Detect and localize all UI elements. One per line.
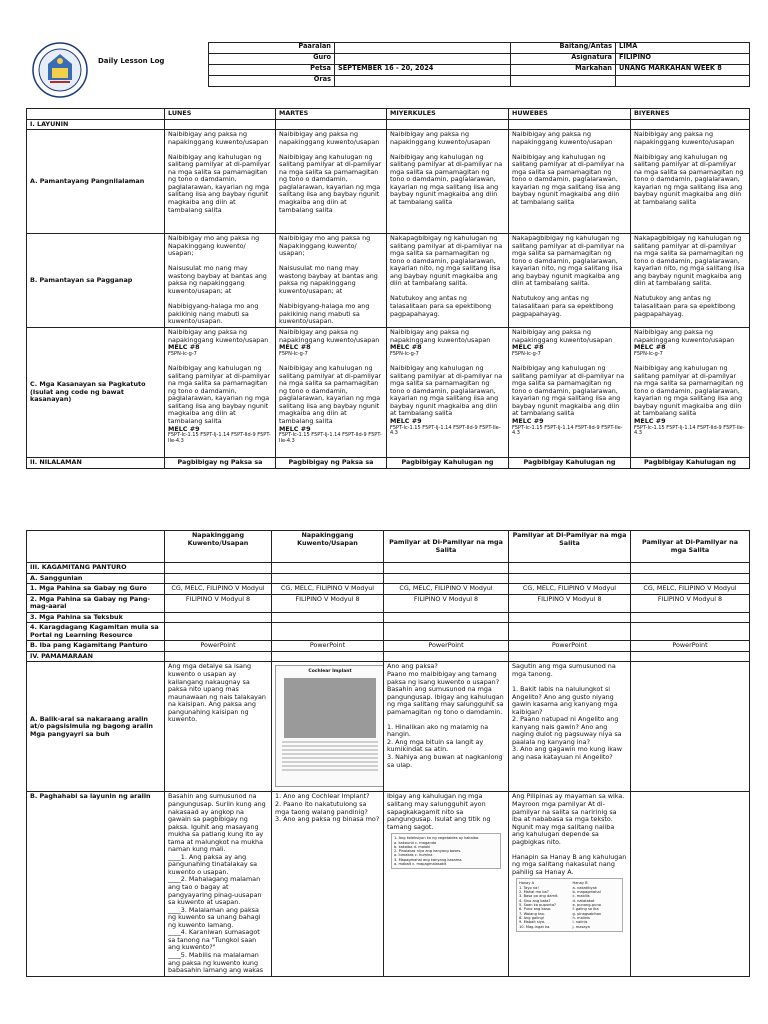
paghahabi-row <box>27 792 750 976</box>
day-huwebes: HUWEBES <box>509 109 631 120</box>
cell-huwebes: FILIPINO V Modyul 8 <box>509 594 631 612</box>
cell-lunes: CG, MELC, FILIPINO V Modyul <box>165 584 272 595</box>
sanggunian-row <box>27 573 750 584</box>
info-table <box>208 42 750 87</box>
baitang-value: LIMA <box>616 43 750 54</box>
reading-passage-image: Cochlear Implant <box>275 665 384 787</box>
petsa-value: SEPTEMBER 16 - 20, 2024 <box>335 65 511 76</box>
markahan-label: Markahan <box>511 65 616 76</box>
cell-miyerkules: CG, MELC, FILIPINO V Modyul <box>384 584 509 595</box>
markahan-value: UNANG MARKAHAN WEEK 8 <box>616 65 750 76</box>
cell-huwebes: Sagutin ang mga sumusunod na mga tanong. 1. Bakit labis na nalulungkot si Angelito? Ano ang gusto niyang gawin kasama ang kanyang mga kaibigan? 2. Paano natupad ni Angelito ang kanyang nais gawin? Ano ang naging dulot ng pagsuway niya sa paalala ng kanyang ina? 3. Ano ang gagawin mo kung ikaw ang nasa katayuan ni Angelito? <box>509 662 631 792</box>
oras-value <box>335 76 511 87</box>
cell-martes: Naibibigay ang paksa ng napakinggang kuwento/usapan MELC #8 F5PN-Ic-g-7 Naibibigay ang kahulugan ng salitang pamilyar at di-pamilyar na mga salita sa pamamagitan ng tono o damdamin, paglalarawan, kayarian ng mga salitang iisa ang baybay ngunit magkaiba ang diin at tambalang salita MELC #9 F5PT-Ic-1.15 F5PT-Ij-1.14 F5PT-IId-9 F5PT-IIe-4.3 <box>276 328 387 458</box>
lesson-log-page-1 <box>26 40 750 467</box>
cell-huwebes: CG, MELC, FILIPINO V Modyul <box>509 584 631 595</box>
cell-miyerkules: FILIPINO V Modyul 8 <box>384 594 509 612</box>
row-label: 3. Mga Pahina sa Teksbuk <box>27 612 165 623</box>
cell-lunes: Naibibigay ang paksa ng napakinggang kuwento/usapan Naibibigay ang kahulugan ng salitang pamilyar at di-pamilyar na mga salita sa pamamagitan ng tono o damdamin, paglalarawan, kayarian ng mga salitang iisa ang baybay ngunit magkaiba ang diin at tambalang salita <box>165 130 276 234</box>
guro-value <box>335 54 511 65</box>
paaralan-label: Paaralan <box>209 43 335 54</box>
cell-martes: Naibibigay mo ang paksa ng Napakinggang kuwento/ usapan; Naisusulat mo nang may wastong baybay at bantas ang paksa ng napakinggang kuwento/usapan; at Nabibigyang-halaga mo ang pakikinig nang mabuti sa kuwento/usapan. <box>276 234 387 328</box>
asignatura-value: FILIPINO <box>616 54 750 65</box>
cell-miyerkules: Nakapagbibigay ng kahulugan ng salitang pamilyar at di-pamilyar na mga salita sa pamamagitan ng tono o damdamin, paglalarawan, kayarian nito, ng mga salitang iisa ang baybay ngunit magkaiba ang diin at tambalang salita. Natutukoy ang antas ng talasalitaan para sa epektibong pagpapahayag. <box>387 234 509 328</box>
cell-huwebes: Naibibigay ang paksa ng napakinggang kuwento/usapan MELC #8 F5PN-Ic-g-7 Naibibigay ang kahulugan ng salitang pamilyar at di-pamilyar na mga salita sa pamamagitan ng tono o damdamin, paglalarawan, kayarian ng mga salitang iisa ang baybay ngunit magkaiba ang diin at tambalang salita MELC #9 F5PT-Ic-1.15 F5PT-Ij-1.14 F5PT-IId-9 F5PT-IIe-4.3 <box>509 328 631 458</box>
cell-martes <box>272 662 384 792</box>
cell-miyerkules: Naibibigay ang paksa ng napakinggang kuwento/usapan Naibibigay ang kahulugan ng salitang pamilyar at di-pamilyar na mga salita sa pamamagitan ng tono o damdamin, paglalarawan, kayarian ng mga salitang iisa ang baybay ngunit magkaiba ang diin at tambalang salita <box>387 130 509 234</box>
cell-huwebes: Nakapagbibigay ng kahulugan ng salitang pamilyar at di-pamilyar na mga salita sa pamamagitan ng tono o damdamin, paglalarawan, kayarian nito, ng mga salitang iisa ang baybay ngunit magkaiba ang diin at tambalang salita. Natutukoy ang antas ng talasalitaan para sa epektibong pagpapahayag. <box>509 234 631 328</box>
cell-lunes: Pagbibigay ng Paksa sa <box>165 458 276 469</box>
cell-miyerkules: Ibigay ang kahulugan ng mga salitang may salungguhit ayon sapagkakagamit nito sa pangungusap. Isulat ang titik ng tamang sagot. 1. Ang koleksiyon ko ng vegetables ay kakaiba. a. kakaunti c. maganda b. kakaiba d. malaki 2. Pinalakas niya ang kanyang boses. a. lumakas c. humina 3. Mapagmahal ang kanyang kasama. a. mabait c. mapagmalasakit <box>384 792 509 976</box>
cell-biyernes: Nakapagbibigay ng kahulugan ng salitang pamilyar at di-pamilyar na mga salita sa pamamagitan ng tono o damdamin, paglalarawan, kayarian nito, ng mga salitang iisa ang baybay ngunit magkaiba ang diin at tambalang salita. Natutukoy ang antas ng talasalitaan para sa epektibong pagpapahayag. <box>631 234 750 328</box>
pamamaraan-heading: IV. PAMAMARAAN <box>27 651 165 662</box>
row-label: 2. Mga Pahina sa Gabay ng Pang-mag-aaral <box>27 594 165 612</box>
day-martes: MARTES <box>276 109 387 120</box>
day-biyernes: BIYERNES <box>631 109 750 120</box>
pamamaraan-row <box>27 651 750 662</box>
cell-huwebes: Pagbibigay Kahulugan ng <box>509 458 631 469</box>
cell-lunes: Naibibigay ang paksa ng napakinggang kuwento/usapan MELC #8 F5PN-Ic-g-7 Naibibigay ang kahulugan ng salitang pamilyar at di-pamilyar na mga salita sa pamamagitan ng tono o damdamin, paglalarawan, kayarian ng mga salitang iisa ang baybay ngunit magkaiba ang diin at tambalang salita MELC #9 F5PT-Ic-1.15 F5PT-Ij-1.14 F5PT-IId-9 F5PT-IIe-4.3 <box>165 328 276 458</box>
cell-lunes: PowerPoint <box>165 641 272 652</box>
cell-biyernes: Naibibigay ang paksa ng napakinggang kuwento/usapan Naibibigay ang kahulugan ng salitang pamilyar at di-pamilyar na mga salita sa pamamagitan ng tono o damdamin, paglalarawan, kayarian ng mga salitang iisa ang baybay ngunit magkaiba ang diin at tambalang salita <box>631 130 750 234</box>
cell-martes: Naibibigay ang paksa ng napakinggang kuwento/usapan Naibibigay ang kahulugan ng salitang pamilyar at di-pamilyar na mga salita sa pamamagitan ng tono o damdamin, paglalarawan, kayarian ng mga salitang iisa ang baybay ngunit magkaiba ang diin at tambalang salita <box>276 130 387 234</box>
sanggunian-heading: A. Sanggunian <box>27 573 165 584</box>
ear-photo <box>284 678 376 738</box>
day-lunes: LUNES <box>165 109 276 120</box>
worksheet-image: 1. Ang koleksiyon ko ng vegetables ay kakaiba. a. kakaunti c. maganda b. kakaiba d. malaki 2. Pinalakas niya ang kanyang boses. a. lumakas c. humina 3. Mapagmahal ang kanyang kasama. a. mabait c. mapagmalasakit <box>391 833 501 869</box>
nilalaman-row <box>27 458 750 469</box>
petsa-label: Petsa <box>209 65 335 76</box>
cell-martes: 1. Ano ang Cochlear Implant? 2. Paano ito nakatutulong sa mga taong walang pandinig? 3. Ano ang paksa ng binasa mo? <box>272 792 384 976</box>
oras-label: Oras <box>209 76 335 87</box>
lesson-log-page-2 <box>26 530 750 977</box>
row-label: A. Pamantayang Pangnilalaman <box>27 130 165 234</box>
teksbuk-row <box>27 612 750 623</box>
header <box>26 40 750 98</box>
cell-biyernes <box>631 792 750 976</box>
cell-miyerkules: Pagbibigay Kahulugan ng <box>387 458 509 469</box>
pamantayang-pangnilalaman-row <box>27 130 750 234</box>
day-miyerkules: MIYERKULES <box>387 109 509 120</box>
iba-pa-row <box>27 641 750 652</box>
layunin-row <box>27 119 750 130</box>
row-label: 4. Karagdagang Kagamitan mula sa Portal ng Learning Resource <box>27 623 165 641</box>
balik-aral-row <box>27 662 750 792</box>
paaralan-value <box>335 43 511 54</box>
nilalaman-continued-row <box>27 531 750 563</box>
cell-miyerkules: Pamilyar at Di-Pamilyar na mga Salita <box>384 531 509 563</box>
cell-lunes: Naibibigay mo ang paksa ng Napakinggang kuwento/ usapan; Naisusulat mo nang may wastong baybay at bantas ang paksa ng napakinggang kuwento/usapan; at Nabibigyang-halaga mo ang pakikinig nang mabuti sa kuwento/usapan. <box>165 234 276 328</box>
cell-martes: CG, MELC, FILIPINO V Modyul <box>272 584 384 595</box>
layunin-heading: I. LAYUNIN <box>27 119 165 130</box>
kagamitan-row <box>27 563 750 574</box>
lesson-table-page-2 <box>26 530 750 977</box>
cell-biyernes: PowerPoint <box>631 641 750 652</box>
gabay-guro-row <box>27 584 750 595</box>
cell-miyerkules: Naibibigay ang paksa ng napakinggang kuwento/usapan MELC #8 F5PN-Ic-g-7 Naibibigay ang kahulugan ng salitang pamilyar at di-pamilyar na mga salita sa pamamagitan ng tono o damdamin, paglalarawan, kayarian ng mga salitang iisa ang baybay ngunit magkaiba ang diin at tambalang salita MELC #9 F5PT-Ic-1.15 F5PT-Ij-1.14 F5PT-IId-9 F5PT-IIe-4.3 <box>387 328 509 458</box>
row-label: A. Balik-aral sa nakaraang aralin at/o pagsisimula ng bagong aralin Mga pangyayri sa buh <box>27 662 165 792</box>
cell-huwebes: Ang Pilipinas ay mayaman sa wika. Mayroon mga pamilyar At di-pamilyar na salita sa naririnig sa iba at nababasa sa mga teksto. Ngunit may mga salitang naiiba ang kahulugan depende sa pagbigkas nito. Hanapin sa Hanay B ang kahulugan ng mga salitang nakasulat nang pahilig sa Hanay A. Hanay A 1. Tayo na! 2. Mahal mo ba? 3. Basa pa ang damit. 4. Sino ang bata? 5. Saan ka pupunta? 6. Puno ang baso. 7. Walang tao. 8. Ang galing! 9. Mabait siya. 10. Mag-ingat ka. Hanay B a. nakatitiyak b. mapagmahal c. mabilis d. natatakot e. punong-puno f. galing sa iba g. pinagsabihan h. malinis i. naiinis j. masaya <box>509 792 631 976</box>
day-header-row <box>27 109 750 120</box>
gabay-mag-aaral-row <box>27 594 750 612</box>
cell-martes: Pagbibigay ng Paksa sa <box>276 458 387 469</box>
cell-biyernes: Pagbibigay Kahulugan ng <box>631 458 750 469</box>
cell-huwebes: Naibibigay ang paksa ng napakinggang kuwento/usapan Naibibigay ang kahulugan ng salitang pamilyar at di-pamilyar na mga salita sa pamamagitan ng tono o damdamin, paglalarawan, kayarian ng mga salitang iisa ang baybay ngunit magkaiba ang diin at tambalang salita <box>509 130 631 234</box>
pamantayan-pagganap-row <box>27 234 750 328</box>
document-title: Daily Lesson Log <box>98 57 165 65</box>
cell-miyerkules: PowerPoint <box>384 641 509 652</box>
cell-miyerkules: Ano ang paksa? Paano mo maibibigay ang tamang paksa ng isang kuwento o usapan? Basahin ang sumusunod na mga pangungusap. Ibigay ang kahulugan ng mga salitang may salungguhit sa pamamagitan ng tono o damdamin. 1. Hinalikan ako ng malamig na hangin. 2. Ang mga bituin sa langit ay kumikindat sa atin. 3. Nahiya ang buwan at nagkanlong sa ulap. <box>384 662 509 792</box>
cell-lunes: FILIPINO V Modyul 8 <box>165 594 272 612</box>
row-label: 1. Mga Pahina sa Gabay ng Guro <box>27 584 165 595</box>
cell-martes: Napakinggang Kuwento/Usapan <box>272 531 384 563</box>
deped-seal-logo <box>32 42 88 98</box>
kasanayan-row <box>27 328 750 458</box>
row-label: B. Iba pang Kagamitang Panturo <box>27 641 165 652</box>
cell-huwebes: PowerPoint <box>509 641 631 652</box>
cell-biyernes: CG, MELC, FILIPINO V Modyul <box>631 584 750 595</box>
cell-martes: FILIPINO V Modyul 8 <box>272 594 384 612</box>
cell-lunes: Basahin ang sumusunod na pangungusap. Suriin kung ang nakasaad ay angkop na gawain sa pagbibigay ng paksa. Iguhit ang masayang mukha sa patlang kung ito ay tama at malungkot na mukha naman kung mali. ____1. Ang paksa ay ang pangunahing tinatalakay sa kuwento o usapan. ____2. Mahalagang malaman ang tao o bagay at pangyayaring pinag-uusapan sa kuwento at usapan. ____3. Malalaman ang paksa ng kuwento sa unang bahagi ng kuwento lamang. ____4. Karaniwan sumasagot sa tanong na "Tungkol saan ang kuwento?" ____5. Mabilis na malalaman ang paksa ng kuwento kung babasahin lamang ang wakas <box>165 792 272 976</box>
row-label: C. Mga Kasanayan sa Pagkatuto (Isulat ang code ng bawat kasanayan) <box>27 328 165 458</box>
cell-biyernes: FILIPINO V Modyul 8 <box>631 594 750 612</box>
cell-biyernes: Naibibigay ang paksa ng napakinggang kuwento/usapan MELC #8 F5PN-Ic-g-7 Naibibigay ang kahulugan ng salitang pamilyar at di-pamilyar na mga salita sa pamamagitan ng tono o damdamin, paglalarawan, kayarian ng mga salitang iisa ang baybay ngunit magkaiba ang diin at tambalang salita MELC #9 F5PT-Ic-1.15 F5PT-Ij-1.14 F5PT-IId-9 F5PT-IIe-4.3 <box>631 328 750 458</box>
cell-huwebes: Pamilyar at Di-Pamilyar na mga Salita <box>509 531 631 563</box>
kagamitan-heading: III. KAGAMITANG PANTURO <box>27 563 165 574</box>
cell-lunes: Napakinggang Kuwento/Usapan <box>165 531 272 563</box>
row-label: B. Pamantayan sa Pagganap <box>27 234 165 328</box>
karagdagang-row <box>27 623 750 641</box>
asignatura-label: Asignatura <box>511 54 616 65</box>
lesson-table-page-1 <box>26 108 750 469</box>
cell-biyernes <box>631 662 750 792</box>
baitang-label: Baitang/Antas <box>511 43 616 54</box>
row-label: B. Paghahabi sa layunin ng aralin <box>27 792 165 976</box>
cell-biyernes: Pamilyar at Di-Pamilyar na mga Salita <box>631 531 750 563</box>
cell-lunes: Ang mga detalye sa isang kuwento o usapan ay kailangang nakaugnay sa paksa nito upang mas maunawaan ng nais talakayan na kaisipan. Ang paksa ang pangunahing kaisipan ng kuwento. <box>165 662 272 792</box>
cell-martes: PowerPoint <box>272 641 384 652</box>
nilalaman-heading: II. NILALAMAN <box>27 458 165 469</box>
matching-worksheet-image: Hanay A 1. Tayo na! 2. Mahal mo ba? 3. Basa pa ang damit. 4. Sino ang bata? 5. Saan ka pupunta? 6. Puno ang baso. 7. Walang tao. 8. Ang galing! 9. Mabait siya. 10. Mag-ingat ka. Hanay B a. nakatitiyak b. mapagmahal c. mabilis d. natatakot e. punong-puno f. galing sa iba g. pinagsabihan h. malinis i. naiinis j. masaya <box>516 878 623 931</box>
guro-label: Guro <box>209 54 335 65</box>
